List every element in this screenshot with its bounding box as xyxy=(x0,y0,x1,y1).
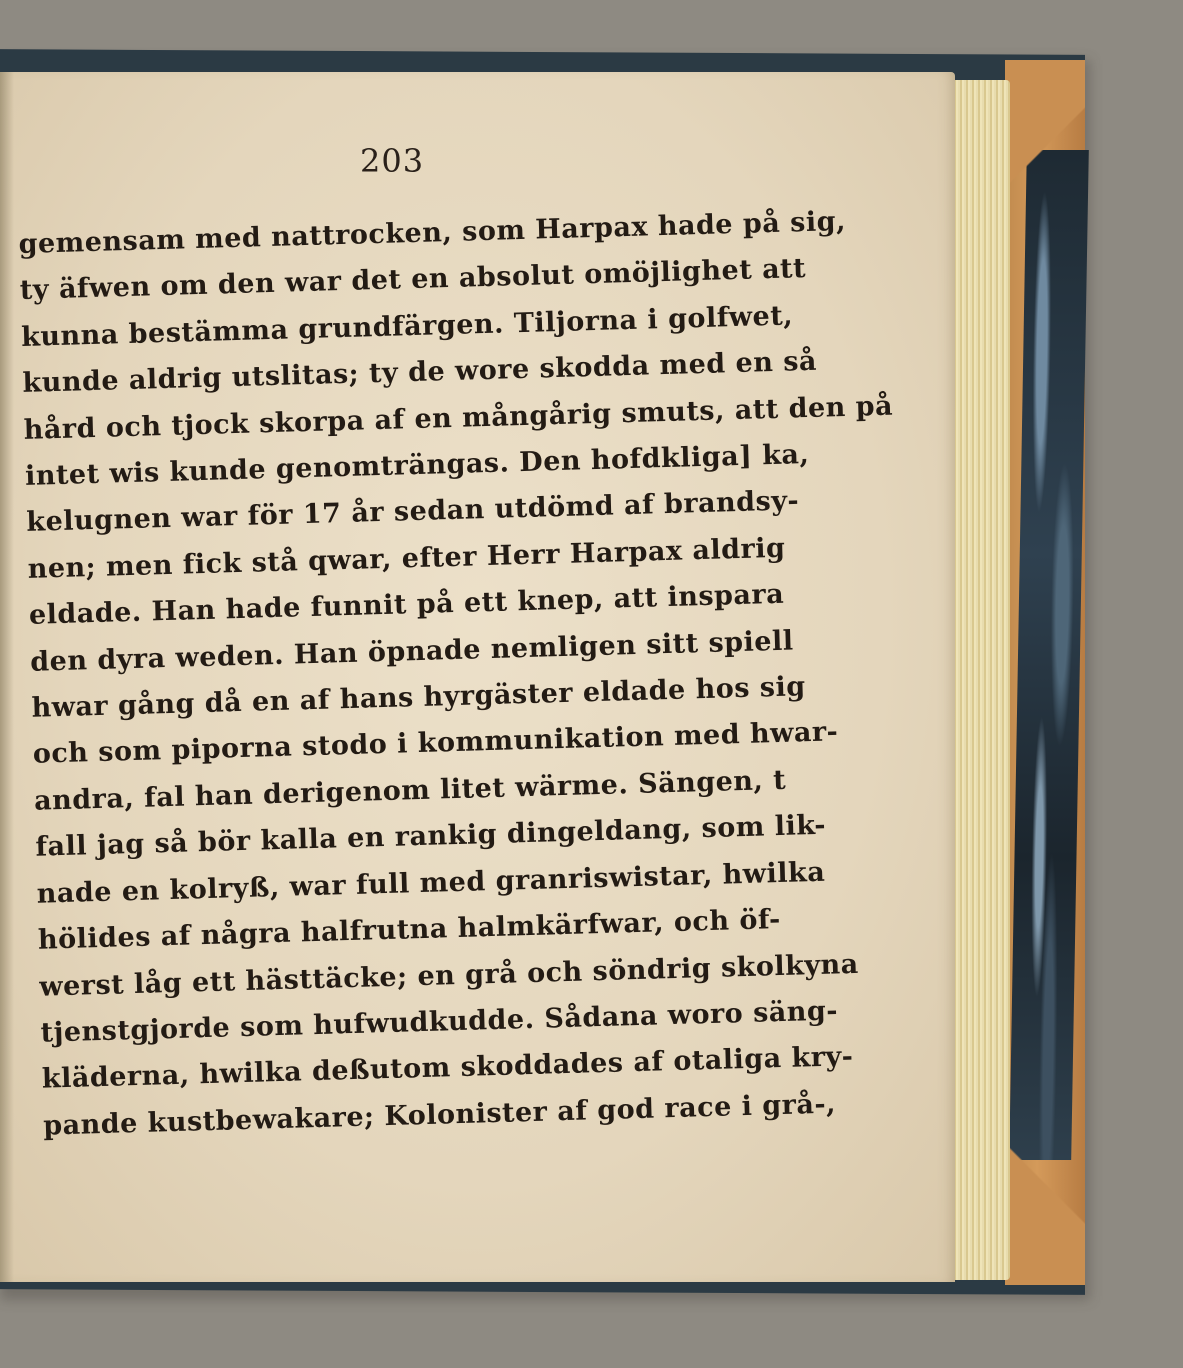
text-line: kunna bestämma grundfärgen. Tiljorna i golfwet, xyxy=(20,300,794,353)
text-line: nade en kolryß, war full med granriswistar, hwilka xyxy=(36,856,826,910)
page-gutter xyxy=(0,72,14,1282)
book-page xyxy=(0,72,955,1282)
text-line: kunde aldrig utslitas; ty de wore skodda med en så xyxy=(22,345,818,400)
text-line: fall jag så bör kalla en rankig dingeldang, som lik- xyxy=(35,809,827,864)
page-number: 203 xyxy=(360,142,425,180)
text-line: andra, fal han derigenom litet wärme. Sängen, t xyxy=(33,764,787,817)
leather-corner-bottom xyxy=(1005,1110,1085,1285)
body-text xyxy=(18,200,894,1150)
text-line: kläderna, hwilka deßutom skoddades af otaliga kry- xyxy=(41,1041,854,1095)
text-line: hård och tjock skorpa af en mångårig smuts, att den på xyxy=(23,390,894,446)
text-line: eldade. Han hade funnit på ett knep, att inspara xyxy=(28,579,785,632)
text-line: och som piporna stodo i kommunikation med hwar- xyxy=(32,716,839,771)
text-line: gemensam med nattrocken, som Harpax hade på sig, xyxy=(18,205,847,260)
leather-corner-top xyxy=(1005,60,1085,210)
text-line: nen; men fick stå qwar, efter Herr Harpax aldrig xyxy=(27,532,786,585)
text-line: hölides af några halfrutna halmkärfwar, och öf- xyxy=(37,904,782,956)
text-line: ty äfwen om den war det en absolut omöjlighet att xyxy=(19,253,807,307)
text-line: intet wis kunde genomträngas. Den hofdkliga] ka, xyxy=(24,439,810,492)
text-line: den dyra weden. Han öpnade nemligen sitt spiell xyxy=(29,625,794,678)
text-line: kelugnen war för 17 år sedan utdömd af brandsy- xyxy=(25,485,800,539)
text-line: tjenstgjorde som hufwudkudde. Sådana woro säng- xyxy=(40,995,839,1049)
text-line: werst låg ett hästtäcke; en grå och söndrig skolkyna xyxy=(38,948,860,1003)
text-line: pande kustbewakare; Kolonister af god race i grå-, xyxy=(42,1088,837,1142)
text-line: hwar gång då en af hans hyrgäster eldade hos sig xyxy=(31,671,807,724)
